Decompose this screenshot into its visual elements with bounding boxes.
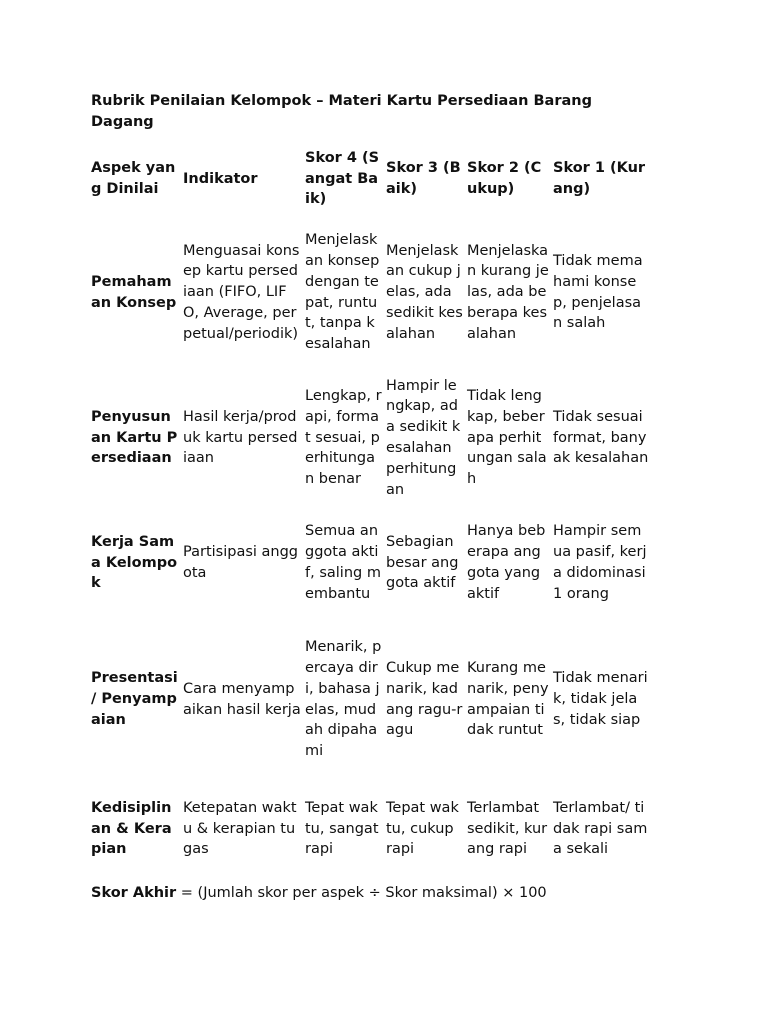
aspect-cell: Kedisiplinan & Kerapian bbox=[91, 799, 172, 858]
score-4-cell: Lengkap, rapi, format sesuai, perhitungan benar bbox=[305, 388, 382, 488]
aspect-cell: Kerja Sama Kelompok bbox=[91, 533, 178, 592]
table-row bbox=[89, 215, 651, 370]
header-indicator: Indikator bbox=[183, 170, 258, 187]
score-3-cell: Hampir lengkap, ada sedikit kesalahan perhitungan bbox=[386, 377, 461, 498]
score-2-cell: Kurang menarik, penyampaian tidak runtut bbox=[467, 659, 549, 739]
table-row bbox=[89, 620, 651, 779]
header-score-4: Skor 4 (Sangat Baik) bbox=[305, 149, 380, 208]
rubric-table bbox=[89, 143, 651, 879]
formula-label: Skor Akhir bbox=[91, 885, 177, 901]
table-header-row bbox=[89, 143, 651, 215]
score-2-cell: Terlambat sedikit, kurang rapi bbox=[467, 799, 548, 858]
header-aspect: Aspek yang Dinilai bbox=[91, 160, 176, 197]
header-score-3: Skor 3 (Baik) bbox=[386, 160, 461, 197]
score-2-cell: Tidak lengkap, beberapa perhitungan salah bbox=[467, 388, 547, 488]
indicator-cell: Ketepatan waktu & kerapian tugas bbox=[183, 799, 297, 858]
score-1-cell: Tidak menarik, tidak jelas, tidak siap bbox=[553, 670, 648, 728]
score-3-cell: Cukup menarik, kadang ragu-ragu bbox=[386, 659, 463, 739]
aspect-cell: Presentasi / Penyampaian bbox=[91, 670, 178, 728]
score-4-cell: Semua anggota aktif, saling membantu bbox=[305, 523, 381, 602]
score-1-cell: Hampir semua pasif, kerja didominasi 1 orang bbox=[553, 523, 647, 602]
score-3-cell: Sebagian besar anggota aktif bbox=[386, 533, 459, 592]
score-3-cell: Tepat waktu, cukup rapi bbox=[386, 799, 459, 858]
score-1-cell: Tidak memahami konsep, penjelasan salah bbox=[553, 252, 643, 332]
score-2-cell: Hanya beberapa anggota yang aktif bbox=[467, 523, 546, 602]
header-score-2: Skor 2 (Cukup) bbox=[467, 160, 542, 197]
score-1-cell: Terlambat/ tidak rapi sama sekali bbox=[553, 799, 648, 858]
document-title: Rubrik Penilaian Kelompok – Materi Kartu Persediaan Barang Dagang bbox=[91, 93, 592, 130]
table-row bbox=[89, 370, 651, 506]
score-4-cell: Menjelaskan konsep dengan tepat, runtut, tanpa kesalahan bbox=[305, 232, 380, 353]
aspect-cell: Pemahaman Konsep bbox=[91, 273, 177, 311]
final-score-formula bbox=[91, 883, 691, 904]
formula-text: = (Jumlah skor per aspek ÷ Skor maksimal) × 100 bbox=[176, 885, 547, 901]
table-row bbox=[89, 779, 651, 879]
aspect-cell: Penyusunan Kartu Persediaan bbox=[91, 408, 178, 467]
table-row bbox=[89, 506, 651, 620]
score-2-cell: Menjelaskan kurang jelas, ada beberapa kesalahan bbox=[467, 242, 549, 342]
score-3-cell: Menjelaskan cukup jelas, ada sedikit kesalahan bbox=[386, 242, 463, 342]
header-score-1: Skor 1 (Kurang) bbox=[553, 160, 646, 197]
indicator-cell: Partisipasi anggota bbox=[183, 544, 299, 581]
score-4-cell: Menarik, percaya diri, bahasa jelas, mudah dipahami bbox=[305, 639, 382, 760]
score-4-cell: Tepat waktu, sangat rapi bbox=[305, 799, 379, 858]
score-1-cell: Tidak sesuai format, banyak kesalahan bbox=[553, 408, 649, 467]
indicator-cell: Cara menyampaikan hasil kerja bbox=[183, 680, 301, 718]
indicator-cell: Hasil kerja/produk kartu persediaan bbox=[183, 408, 298, 467]
indicator-cell: Menguasai konsep kartu persediaan (FIFO, LIFO, Average, perpetual/periodik) bbox=[183, 242, 300, 342]
